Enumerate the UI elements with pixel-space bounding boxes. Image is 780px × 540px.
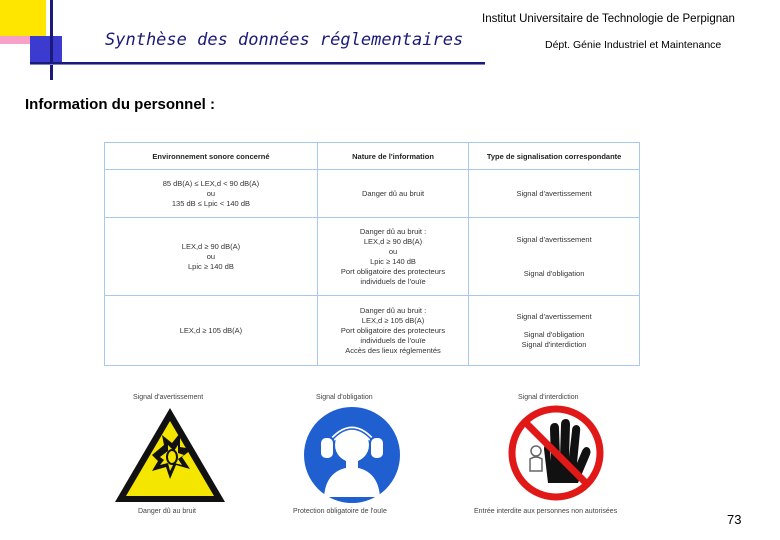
cell-text: Lpic ≥ 140 dB xyxy=(188,261,234,271)
cell-text: Signal d'obligation xyxy=(523,268,585,278)
table-cell-signal-type xyxy=(469,170,640,218)
cell-text: Port obligatoire des protecteurs xyxy=(340,266,446,276)
mandatory-sign-label: Signal d'obligation xyxy=(316,394,373,401)
page-number: 73 xyxy=(727,512,742,527)
table-row xyxy=(105,296,640,366)
cell-text: 85 dB(A) ≤ LEX,d < 90 dB(A) xyxy=(162,178,260,188)
section-heading: Information du personnel : xyxy=(25,96,215,113)
table-header-cell: Nature de l'information xyxy=(317,143,468,170)
decor-blue-block xyxy=(30,36,62,62)
table-row xyxy=(105,170,640,218)
table-cell-signal-type xyxy=(469,296,640,366)
warning-sign-label: Signal d'avertissement xyxy=(133,394,204,401)
cell-text: 135 dB ≤ Lpic < 140 dB xyxy=(171,198,250,208)
table-header-row xyxy=(105,143,640,170)
table-cell-information xyxy=(317,218,468,296)
cell-text: ou xyxy=(206,251,216,261)
cell-text: Signal d'avertissement xyxy=(516,188,592,198)
cell-text: individuels de l'ouïe xyxy=(360,335,426,345)
cell-text: Signal d'obligation xyxy=(523,329,585,339)
decor-horizontal-line-shadow xyxy=(30,64,485,65)
table-cell-environment xyxy=(105,170,318,218)
table-cell-information xyxy=(317,170,468,218)
department-name: Dépt. Génie Industriel et Maintenance xyxy=(545,39,722,51)
ear-protection-mandatory-sign-icon xyxy=(302,405,402,505)
cell-text: ou xyxy=(388,246,398,256)
cell-text: LEX,d ≥ 90 dB(A) xyxy=(363,236,423,246)
cell-text: individuels de l'ouïe xyxy=(360,276,426,286)
table-row xyxy=(105,218,640,296)
table-header-cell: Type de signalisation correspondante xyxy=(469,143,640,170)
cell-text: Accès des lieux réglementés xyxy=(345,345,441,355)
cell-text: Danger dû au bruit : xyxy=(359,305,427,315)
cell-text: LEX,d ≥ 105 dB(A) xyxy=(179,325,243,335)
mandatory-sign-caption: Protection obligatoire de l'ouïe xyxy=(293,508,387,515)
noise-warning-sign-icon xyxy=(112,405,228,505)
cell-text: Lpic ≥ 140 dB xyxy=(370,256,416,266)
table-cell-signal-type xyxy=(469,218,640,296)
decor-yellow-block xyxy=(0,0,46,36)
cell-text: LEX,d ≥ 105 dB(A) xyxy=(361,315,425,325)
regulation-table xyxy=(104,142,640,366)
cell-text: ou xyxy=(206,188,216,198)
cell-text: Danger dû au bruit : xyxy=(359,226,427,236)
decor-vertical-line xyxy=(50,0,53,80)
table-cell-environment xyxy=(105,218,318,296)
table-cell-information xyxy=(317,296,468,366)
cell-text: Danger dû au bruit xyxy=(361,188,425,198)
slide-title: Synthèse des données réglementaires xyxy=(105,30,464,50)
warning-sign-caption: Danger dû au bruit xyxy=(138,508,196,515)
institute-name: Institut Universitaire de Technologie de Perpignan xyxy=(482,13,735,25)
cell-text: Signal d'avertissement xyxy=(516,234,592,244)
cell-text: LEX,d ≥ 90 dB(A) xyxy=(181,241,241,251)
table-header-cell: Environnement sonore concerné xyxy=(105,143,318,170)
cell-text: Signal d'avertissement xyxy=(516,311,592,321)
prohibition-sign-caption: Entrée interdite aux personnes non autorisées xyxy=(474,508,618,515)
cell-text: Signal d'interdiction xyxy=(521,339,587,349)
prohibition-sign-label: Signal d'interdiction xyxy=(518,394,579,401)
no-entry-prohibition-sign-icon xyxy=(508,405,604,501)
cell-text: Port obligatoire des protecteurs xyxy=(340,325,446,335)
table-cell-environment xyxy=(105,296,318,366)
